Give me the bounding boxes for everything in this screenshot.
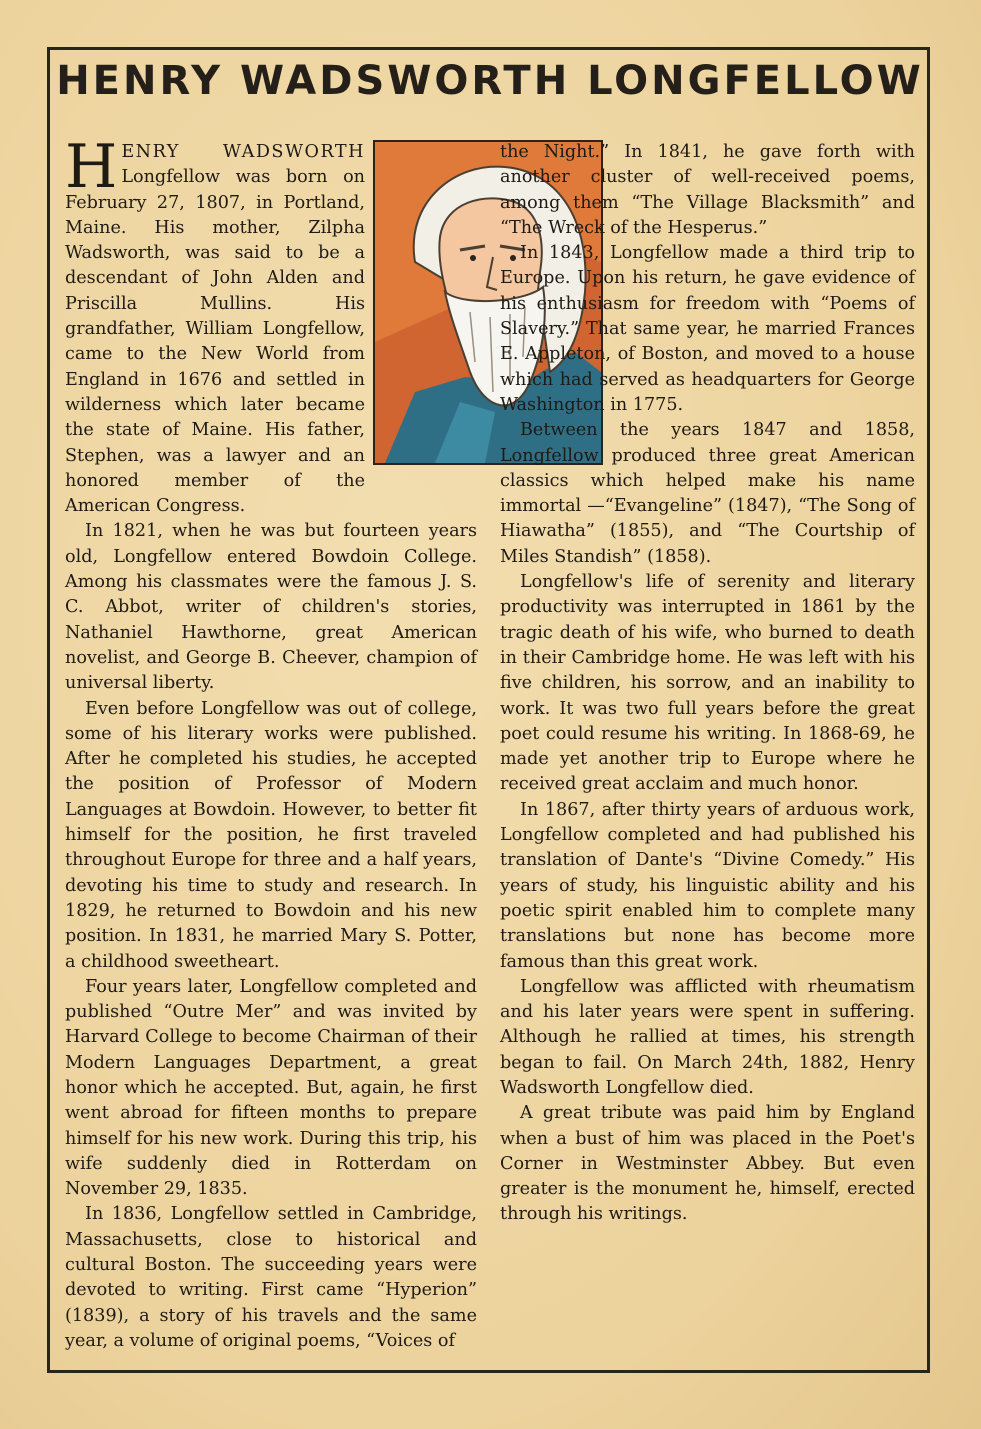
paragraph: Four years later, Longfellow completed and published “Outre Mer” and was invited by Harvard College to become Chairman of their Modern Languages Department, a great honor which he accepted. But, again, he first went abroad for fifteen months to prepare himself for his new work. During this trip, his wife suddenly died in Rotterdam on November 29, 1835. <box>65 976 477 1200</box>
paragraph: Longfellow's life of serenity and literary productivity was interrupted in 1861 by the tragic death of his wife, who burned to death in their Cambridge home. He was left with his five children, his sorrow, and an inability to work. It was two full years before the great poet could resume his writing. In 1868-69, he made yet another trip to Europe where he received great acclaim and much honor. <box>500 572 915 795</box>
paragraph: In 1836, Longfellow settled in Cambridge, Massachusetts, close to historical and cultural Boston. The succeeding years were devoted to writing. First came “Hyperion” (1839), a story of his travels and the same year, a volume of original poems, “Voices of <box>65 1204 477 1351</box>
left-column <box>65 132 477 1354</box>
right-column <box>500 140 915 1228</box>
paragraph: Between the years 1847 and 1858, Longfellow produced three great American classics which helped make his name immortal —“Evangeline” (1847), “The Song of Hiawatha” (1855), and “The Courtship of Miles Standish” (1858). <box>500 420 915 567</box>
paragraph: In 1821, when he was but fourteen years old, Longfellow entered Bowdoin College. Among his classmates were the famous J. S. C. Abbot, writer of children's stories, Nathaniel Hawthorne, great American novelist, and George B. Cheever, champion of universal liberty. <box>65 521 477 694</box>
paragraph: A great tribute was paid him by England when a bust of him was placed in the Poet's Corner in Westminster Abbey. But even greater is the monument he, himself, erected through his writings. <box>500 1103 915 1225</box>
paragraph: Longfellow was afflicted with rheumatism and his later years were spent in suffering. Although he rallied at times, his strength began to fail. On March 24th, 1882, Henry Wadsworth Longfellow died. <box>500 976 915 1098</box>
page-title: HENRY WADSWORTH LONGFELLOW <box>56 58 924 104</box>
paragraph: In 1843, Longfellow made a third trip to Europe. Upon his return, he gave evidence of his enthusiasm for freedom with “Poems of Slavery.” That same year, he married Frances E. Appleton, of Boston, and moved to a house which had served as headquarters for George Washington in 1775. <box>500 243 915 415</box>
paragraph: the Night.” In 1841, he gave forth with another cluster of well-received poems, among them “The Village Blacksmith” and “The Wreck of the Hesperus.” <box>500 142 915 238</box>
intro-lead: ENRY WADSWORTH <box>121 142 365 162</box>
intro-paragraph <box>65 132 365 519</box>
paragraph: In 1867, after thirty years of arduous work, Longfellow completed and had published his translation of Dante's “Divine Comedy.” His years of study, his linguistic ability and his poetic spirit enabled him to complete many translations but none has become more famous than this great work. <box>500 799 915 972</box>
intro-text: Longfellow was born on February 27, 1807, in Portland, Maine. His mother, Zilpha Wadsworth, was said to be a descendant of John Alden and Priscilla Mullins. His grandfather, William Longfellow, came to the New World from England in 1676 and settled in wilderness which later became the state of Maine. His father, Stephen, was a lawyer and an honored member of the American Congress. <box>65 167 365 517</box>
paragraph: Even before Longfellow was out of college, some of his literary works were published. After he completed his studies, he accepted the position of Professor of Modern Languages at Bowdoin. However, to better fit himself for the position, he first traveled throughout Europe for three and a half years, devoting his time to study and research. In 1829, he returned to Bowdoin and his new position. In 1831, he married Mary S. Potter, a childhood sweetheart. <box>65 698 477 972</box>
drop-cap: H <box>65 132 118 202</box>
